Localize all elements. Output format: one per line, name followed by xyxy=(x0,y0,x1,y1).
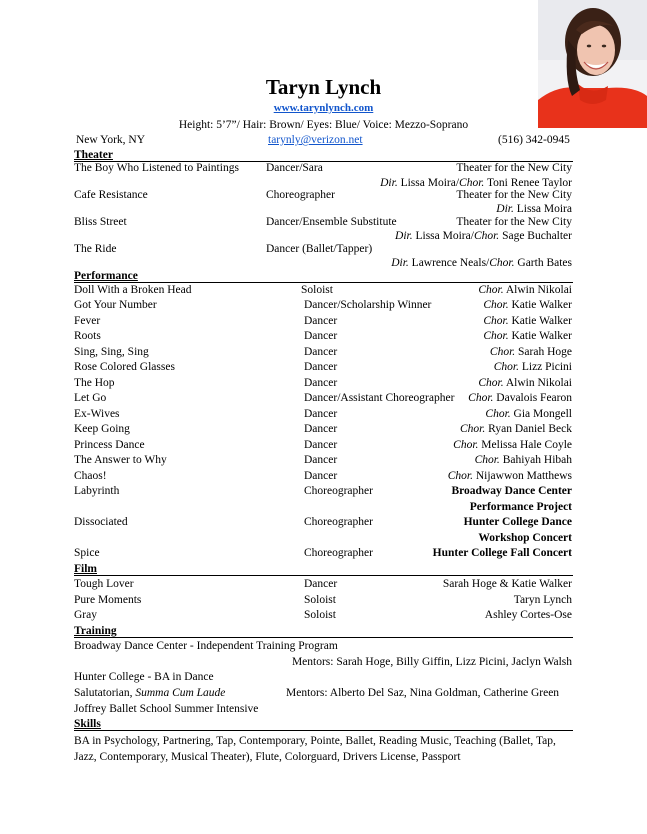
credit-choreographer xyxy=(475,453,572,468)
section-header-skills: Skills xyxy=(74,718,573,731)
credit-venue: Theater for the New City xyxy=(456,162,572,174)
choreographer-label: Chor. xyxy=(489,257,515,269)
director-name: Lissa Moira xyxy=(513,203,572,215)
credit-choreographer xyxy=(478,376,572,391)
choreographer-name: Ryan Daniel Beck xyxy=(488,423,572,435)
credit-title: Labyrinth xyxy=(74,485,120,497)
credit-choreographer xyxy=(483,298,572,313)
credit-choreographer xyxy=(485,407,572,422)
credit-role: Choreographer xyxy=(304,485,373,497)
credit-role: Dancer (Ballet/Tapper) xyxy=(266,243,373,255)
credit-title: Bliss Street xyxy=(74,216,127,228)
credit-role: Dancer xyxy=(304,361,338,373)
credit-role: Dancer xyxy=(304,454,338,466)
credit-role: Dancer xyxy=(304,439,338,451)
credit-role: Soloist xyxy=(304,594,336,606)
credit-title: The Ride xyxy=(74,243,117,255)
director-label: Dir. xyxy=(496,203,514,215)
credit-title: The Hop xyxy=(74,377,115,389)
credit-title: Fever xyxy=(74,315,101,327)
credit-role: Choreographer xyxy=(304,516,373,528)
credit-title: Let Go xyxy=(74,392,107,404)
training-program: Joffrey Ballet School Summer Intensive xyxy=(74,703,259,715)
credit-title: Tough Lover xyxy=(74,578,134,590)
choreographer-name: Toni Renee Taylor xyxy=(484,177,572,189)
credit-choreographer xyxy=(460,422,572,437)
choreographer-label: Chor. xyxy=(453,439,479,451)
director-label: Dir. xyxy=(380,177,398,189)
credit-choreographer xyxy=(478,283,572,298)
credit-title: Got Your Number xyxy=(74,299,157,311)
credit-choreographer xyxy=(453,438,572,453)
credit-title: Dissociated xyxy=(74,516,128,528)
choreographer-label: Chor. xyxy=(483,299,509,311)
credit-title: Chaos! xyxy=(74,470,107,482)
training-mentors: Mentors: Alberto Del Saz, Nina Goldman, Catherine Green xyxy=(286,687,560,699)
choreographer-name: Bahiyah Hibah xyxy=(502,454,572,466)
section-header-performance: Performance xyxy=(74,270,573,283)
credit-title: Cafe Resistance xyxy=(74,189,148,201)
choreographer-label: Chor. xyxy=(478,377,504,389)
choreographer-label: Chor. xyxy=(483,330,509,342)
choreographer-name: Nijawwon Matthews xyxy=(475,470,572,482)
credit-venue: Workshop Concert xyxy=(478,532,572,544)
credit-venue: Theater for the New City xyxy=(456,216,572,228)
credit-title: The Boy Who Listened to Paintings xyxy=(74,162,239,174)
choreographer-name: Melissa Hale Coyle xyxy=(481,439,572,451)
credit-role: Dancer/Ensemble Substitute xyxy=(266,216,397,228)
credit-role: Dancer/Assistant Choreographer xyxy=(304,392,455,404)
credit-role: Dancer xyxy=(304,346,338,358)
credit-role: Dancer/Sara xyxy=(266,162,323,174)
director-name: Lawrence Neals/ xyxy=(408,257,490,269)
training-honor xyxy=(74,686,225,701)
credit-title: Doll With a Broken Head xyxy=(74,284,192,296)
section-header-theater: Theater xyxy=(74,149,573,162)
credit-name: Sarah Hoge & Katie Walker xyxy=(442,578,572,590)
choreographer-label: Chor. xyxy=(483,315,509,327)
training-mentors: Mentors: Sarah Hoge, Billy Giffin, Lizz Picini, Jaclyn Walsh xyxy=(291,656,572,668)
credit-role: Dancer xyxy=(304,470,338,482)
candidate-name: Taryn Lynch xyxy=(265,75,382,99)
choreographer-label: Chor. xyxy=(474,454,500,466)
credit-title: Rose Colored Glasses xyxy=(74,361,175,373)
credit-title: Sing, Sing, Sing xyxy=(74,346,149,358)
credit-choreographer xyxy=(468,391,572,406)
credit-role: Dancer xyxy=(304,377,338,389)
choreographer-name: Lizz Picini xyxy=(521,361,572,373)
credit-role: Dancer xyxy=(304,330,338,342)
phone-number: (516) 342-0945 xyxy=(498,134,570,146)
choreographer-label: Chor. xyxy=(447,470,473,482)
choreographer-label: Chor. xyxy=(459,177,485,189)
physical-stats: Height: 5’7”/ Hair: Brown/ Eyes: Blue/ Voice: Mezzo-Soprano xyxy=(178,119,469,131)
credit-role: Dancer xyxy=(304,578,338,590)
choreographer-name: Sage Buchalter xyxy=(499,230,572,242)
choreographer-name: Alwin Nikolai xyxy=(505,377,572,389)
choreographer-name: Alwin Nikolai xyxy=(505,284,572,296)
choreographer-label: Chor. xyxy=(468,392,494,404)
credit-choreographer xyxy=(483,314,572,329)
choreographer-name: Gia Mongell xyxy=(513,408,572,420)
credit-venue: Theater for the New City xyxy=(456,189,572,201)
section-header-training: Training xyxy=(74,625,573,638)
credit-role: Dancer xyxy=(304,408,338,420)
skills-text: BA in Psychology, Partnering, Tap, Contemporary, Pointe, Ballet, Reading Music, Teaching (Ballet, Tap, Jazz, Contemporary, Musical Theater), Flute, Colorguard, Drivers License, Passport xyxy=(74,735,556,763)
choreographer-label: Chor. xyxy=(489,346,516,358)
credit-venue: Hunter College Fall Concert xyxy=(432,547,572,559)
credit-title: Spice xyxy=(74,547,100,559)
credit-role: Dancer/Scholarship Winner xyxy=(304,299,432,311)
credit-title: Princess Dance xyxy=(74,439,145,451)
credit-title: The Answer to Why xyxy=(74,454,167,466)
choreographer-label: Chor. xyxy=(473,230,500,242)
training-program: Hunter College - BA in Dance xyxy=(74,671,214,683)
email-link[interactable]: tarynly@verizon.net xyxy=(268,134,363,146)
choreographer-label: Chor. xyxy=(485,408,511,420)
location: New York, NY xyxy=(76,134,146,146)
credit-title: Roots xyxy=(74,330,101,342)
choreographer-name: Garth Bates xyxy=(514,257,572,269)
credit-title: Keep Going xyxy=(74,423,130,435)
credit-role: Dancer xyxy=(304,315,338,327)
credit-title: Pure Moments xyxy=(74,594,142,606)
credit-title: Gray xyxy=(74,609,97,621)
director-label: Dir. xyxy=(391,257,409,269)
credit-role: Choreographer xyxy=(266,189,335,201)
choreographer-name: Katie Walker xyxy=(511,315,572,327)
choreographer-label: Chor. xyxy=(460,423,486,435)
credit-choreographer xyxy=(483,329,572,344)
credit-director xyxy=(395,229,572,244)
choreographer-name: Katie Walker xyxy=(511,330,572,342)
credit-name: Ashley Cortes-Ose xyxy=(484,609,572,621)
choreographer-label: Chor. xyxy=(493,361,519,373)
credit-choreographer xyxy=(490,345,572,360)
credit-name: Taryn Lynch xyxy=(513,594,572,606)
choreographer-name: Katie Walker xyxy=(511,299,572,311)
credit-choreographer xyxy=(448,469,572,484)
choreographer-label: Chor. xyxy=(478,284,504,296)
director-label: Dir. xyxy=(395,230,413,242)
credit-role: Soloist xyxy=(301,284,333,296)
credit-venue: Performance Project xyxy=(469,501,572,513)
credit-role: Choreographer xyxy=(304,547,373,559)
choreographer-name: Davalois Fearon xyxy=(496,392,572,404)
honor-distinction: Summa Cum Laude xyxy=(135,687,226,699)
section-header-film: Film xyxy=(74,563,573,576)
training-program: Broadway Dance Center - Independent Training Program xyxy=(74,640,338,652)
credit-role: Soloist xyxy=(304,609,336,621)
website-link[interactable]: www.tarynlynch.com xyxy=(273,102,374,114)
credit-venue: Hunter College Dance xyxy=(463,516,572,528)
credit-choreographer xyxy=(494,360,572,375)
credit-venue: Broadway Dance Center xyxy=(451,485,572,497)
credit-role: Dancer xyxy=(304,423,338,435)
director-name: Lissa Moira/ xyxy=(412,230,474,242)
credit-title: Ex-Wives xyxy=(74,408,120,420)
choreographer-name: Sarah Hoge xyxy=(518,346,572,358)
honor-label: Salutatorian, xyxy=(74,687,136,699)
director-name: Lissa Moira/ xyxy=(397,177,460,189)
